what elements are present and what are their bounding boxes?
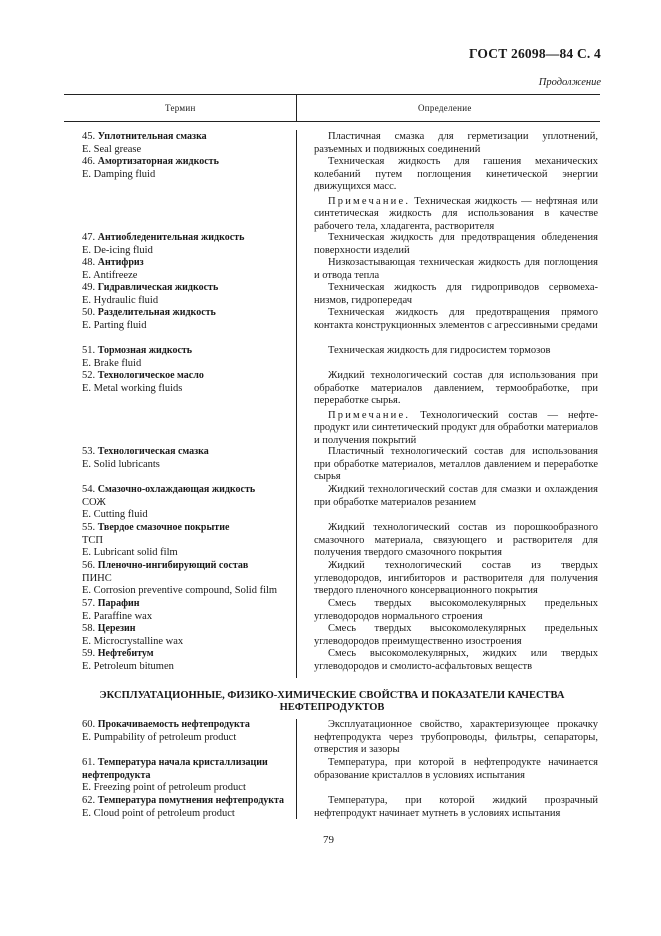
- term-number: 52.: [82, 370, 96, 381]
- term-english: E. Damping fluid: [82, 168, 156, 180]
- definition-cell: [314, 648, 598, 673]
- table-row: [82, 522, 602, 560]
- section-title: ЭКСПЛУАТАЦИОННЫЕ, ФИЗИКО-ХИМИЧЕСКИЕ СВОЙСТВА И ПОКАЗАТЕЛИ КАЧЕСТВА НЕФТЕПРОДУКТОВ: [99, 690, 565, 713]
- definition-cell: [314, 560, 598, 598]
- term-cell: [82, 232, 296, 257]
- definition-cell: [314, 757, 598, 795]
- definition-text: Пластичная смазка для герметизации уплотнений, разъемных и подвижных соединений: [314, 131, 598, 155]
- term-name: Антиобледенительная жидкость: [97, 232, 245, 243]
- table-top-rule: [64, 94, 600, 95]
- term-table: [82, 131, 602, 673]
- document-header-title: ГОСТ 26098—84 С. 4: [468, 46, 601, 61]
- term-title-line: [82, 719, 296, 732]
- definition-text: Жидкий технологический состав для использования при обработке материалов давлением, термообработке, при переработке сырья.: [314, 370, 598, 407]
- table-row: [82, 598, 602, 623]
- definition-text: Смесь твердых высокомолекулярных предельных углеводородов преимущественно изостроения: [314, 623, 598, 647]
- definition-cell: [314, 795, 598, 820]
- term-number: 45.: [82, 131, 96, 142]
- definition-cell: [314, 232, 598, 257]
- term-name: Антифриз: [97, 257, 144, 268]
- table-row: [82, 719, 602, 757]
- term-title-line: [82, 446, 296, 459]
- term-english: E. Pumpability of petroleum product: [82, 731, 237, 743]
- term-number: 47.: [82, 232, 96, 243]
- term-number: 55.: [82, 522, 96, 533]
- term-english: E. Brake fluid: [82, 357, 142, 369]
- term-name: Нефтебитум: [97, 648, 154, 659]
- term-number: 53.: [82, 446, 96, 457]
- term-number: 58.: [82, 623, 96, 634]
- term-title-line: [82, 131, 296, 144]
- term-english: E. Cloud point of petroleum product: [82, 807, 235, 819]
- term-number: 59.: [82, 648, 96, 659]
- term-number: 60.: [82, 719, 96, 730]
- term-title-line: [82, 598, 296, 611]
- term-abbreviation: ПИНС: [82, 572, 112, 584]
- term-number: 50.: [82, 307, 96, 318]
- definition-cell: [314, 522, 598, 560]
- definition-text: Температура, при которой жидкий прозрачный нефтепродукт начинает мутнеть в условиях испытания: [314, 795, 598, 819]
- definition-text: Температура, при которой в нефтепродукте начинается образование кристаллов в условиях испытания: [314, 757, 598, 781]
- column-header-definition: Определение: [418, 103, 472, 113]
- term-cell: [82, 156, 296, 232]
- term-title-line: [82, 648, 296, 661]
- term-cell: [82, 522, 296, 560]
- definition-text: Смесь высокомолекулярных, жидких или твердых углеводородов и смолисто-асфальтовых веществ: [314, 648, 598, 672]
- term-english: E. Parting fluid: [82, 319, 147, 331]
- table-row: [82, 232, 602, 257]
- definition-cell: [314, 623, 598, 648]
- term-name: Смазочно-охлаждающая жидкость: [97, 484, 256, 495]
- definition-text: Техническая жидкость для гидроприводов сервомеха-низмов, гидропередач: [314, 282, 598, 306]
- term-name: Парафин: [97, 598, 140, 609]
- term-number: 56.: [82, 560, 96, 571]
- term-name: Технологическое масло: [97, 370, 204, 381]
- term-title-line: [82, 370, 296, 383]
- term-number: 61.: [82, 757, 96, 768]
- table-row: [82, 370, 602, 446]
- term-english: E. Seal grease: [82, 143, 142, 155]
- term-title-line: [82, 757, 296, 782]
- term-name: Гидравлическая жидкость: [97, 282, 219, 293]
- term-number: 48.: [82, 257, 96, 268]
- definition-text: Эксплуатационное свойство, характеризующее прокачку нефтепродукта через трубопроводы, фильтры, сепараторы, отверстия и зазоры: [314, 719, 598, 756]
- term-english: E. Microcrystalline wax: [82, 635, 184, 647]
- term-name: Тормозная жидкость: [97, 345, 193, 356]
- note-label: Примечание.: [328, 195, 411, 207]
- definition-cell: [314, 719, 598, 757]
- term-cell: [82, 598, 296, 623]
- term-name: Разделительная жидкость: [97, 307, 216, 318]
- term-number: 49.: [82, 282, 96, 293]
- term-cell: [82, 795, 296, 820]
- term-name: Технологическая смазка: [97, 446, 209, 457]
- term-cell: [82, 484, 296, 522]
- term-english: E. Metal working fluids: [82, 382, 183, 394]
- note-text: Техническая жидкость — нефтяная или синтетическая жидкость для использования в качестве рабочего тела, хладагента, растворителя: [314, 195, 598, 232]
- term-english: E. Cutting fluid: [82, 509, 148, 521]
- term-name: Уплотнительная смазка: [97, 131, 207, 142]
- page-number: 79: [323, 834, 334, 846]
- definition-text: Жидкий технологический состав из порошкообразного смазочного материала, связующего и растворителя для получения твердого смазочного покрытия: [314, 522, 598, 559]
- continuation-label: Продолжение: [538, 77, 601, 88]
- term-cell: [82, 370, 296, 446]
- table-row: [82, 795, 602, 820]
- term-title-line: [82, 560, 296, 573]
- definition-text: Техническая жидкость для гашения механических колебаний путем поглощения кинетической энергии движущихся масс.: [314, 156, 598, 193]
- term-number: 54.: [82, 484, 96, 495]
- term-english: E. Hydraulic fluid: [82, 294, 159, 306]
- term-title-line: [82, 484, 296, 497]
- term-cell: [82, 446, 296, 484]
- table-row: [82, 560, 602, 598]
- definition-text: Техническая жидкость для предотвращения прямого контакта конструкционных элементов с агрессивными средами: [314, 307, 598, 331]
- term-cell: [82, 131, 296, 156]
- term-cell: [82, 648, 296, 673]
- table-row: [82, 282, 602, 307]
- table-row: [82, 257, 602, 282]
- term-name: Температура помутнения нефтепродукта: [97, 795, 285, 806]
- term-english: E. Paraffine wax: [82, 610, 153, 622]
- term-number: 46.: [82, 156, 96, 167]
- table-row: [82, 623, 602, 648]
- definition-cell: [314, 156, 598, 232]
- term-cell: [82, 560, 296, 598]
- term-cell: [82, 345, 296, 370]
- definition-cell: [314, 598, 598, 623]
- term-number: 62.: [82, 795, 96, 806]
- term-number: 51.: [82, 345, 96, 356]
- table-row: [82, 345, 602, 370]
- term-cell: [82, 257, 296, 282]
- term-abbreviation: СОЖ: [82, 496, 106, 508]
- term-title-line: [82, 623, 296, 636]
- definition-text: Жидкий технологический состав для смазки и охлаждения при обработке материалов резанием: [314, 484, 598, 508]
- term-title-line: [82, 282, 296, 295]
- definition-cell: [314, 370, 598, 446]
- term-name: Пленочно-ингибирующий состав: [97, 560, 249, 571]
- term-name: Амортизаторная жидкость: [97, 156, 219, 167]
- term-title-line: [82, 522, 296, 535]
- definition-text: Техническая жидкость для предотвращения обледенения поверхности изделий: [314, 232, 598, 256]
- table-row: [82, 648, 602, 673]
- term-title-line: [82, 156, 296, 169]
- column-separator: [296, 95, 297, 121]
- table-header-rule: [64, 121, 600, 122]
- term-english: E. Corrosion preventive compound, Solid film: [82, 585, 278, 597]
- definition-text: Смесь твердых высокомолекулярных предельных углеводородов нормального строения: [314, 598, 598, 622]
- table-row: [82, 307, 602, 345]
- term-title-line: [82, 232, 296, 245]
- definition-cell: [314, 131, 598, 156]
- term-name: Прокачиваемость нефтепродукта: [97, 719, 250, 730]
- definition-note: [314, 196, 598, 234]
- term-cell: [82, 623, 296, 648]
- term-english: E. De-icing fluid: [82, 244, 153, 256]
- term-name: Церезин: [97, 623, 136, 634]
- table-row: [82, 131, 602, 156]
- term-english: E. Lubricant solid film: [82, 547, 178, 559]
- definition-cell: [314, 282, 598, 307]
- term-title-line: [82, 345, 296, 358]
- term-english: E. Solid lubricants: [82, 458, 160, 470]
- term-name: Твердое смазочное покрытие: [97, 522, 230, 533]
- table-row: [82, 156, 602, 232]
- term-table-2: [82, 719, 602, 820]
- table-row: [82, 484, 602, 522]
- definition-text: Низкозастывающая техническая жидкость для поглощения и отвода тепла: [314, 257, 598, 281]
- term-title-line: [82, 257, 296, 270]
- term-cell: [82, 757, 296, 795]
- term-cell: [82, 307, 296, 345]
- definition-cell: [314, 345, 598, 370]
- term-cell: [82, 282, 296, 307]
- term-abbreviation: ТСП: [82, 534, 103, 546]
- term-title-line: [82, 795, 296, 808]
- definition-text: Пластичный технологический состав для использования при обработке материалов, металлов давлением и переработке сырья: [314, 446, 598, 483]
- definition-text: Техническая жидкость для гидросистем тормозов: [328, 345, 551, 356]
- definition-text: Жидкий технологический состав из твердых углеводородов, ингибиторов и растворителя для получения твердого пленочного консервационного покрытия: [314, 560, 598, 597]
- definition-note: [314, 410, 598, 448]
- term-english: E. Antifreeze: [82, 269, 138, 281]
- column-header-term: Термин: [165, 103, 196, 113]
- definition-cell: [314, 446, 598, 484]
- note-text: Технологический состав — нефте-продукт или синтетический продукт для обработки материалов и получения покрытий: [314, 409, 598, 446]
- term-english: E. Petroleum bitumen: [82, 660, 174, 672]
- term-title-line: [82, 307, 296, 320]
- definition-cell: [314, 484, 598, 522]
- term-name: Температура начала кристаллизации нефтепродукта: [82, 757, 268, 781]
- definition-cell: [314, 307, 598, 345]
- note-label: Примечание.: [328, 409, 411, 421]
- term-number: 57.: [82, 598, 96, 609]
- table-row: [82, 446, 602, 484]
- term-english: E. Freezing point of petroleum product: [82, 782, 246, 794]
- table-row: [82, 757, 602, 795]
- term-cell: [82, 719, 296, 757]
- definition-cell: [314, 257, 598, 282]
